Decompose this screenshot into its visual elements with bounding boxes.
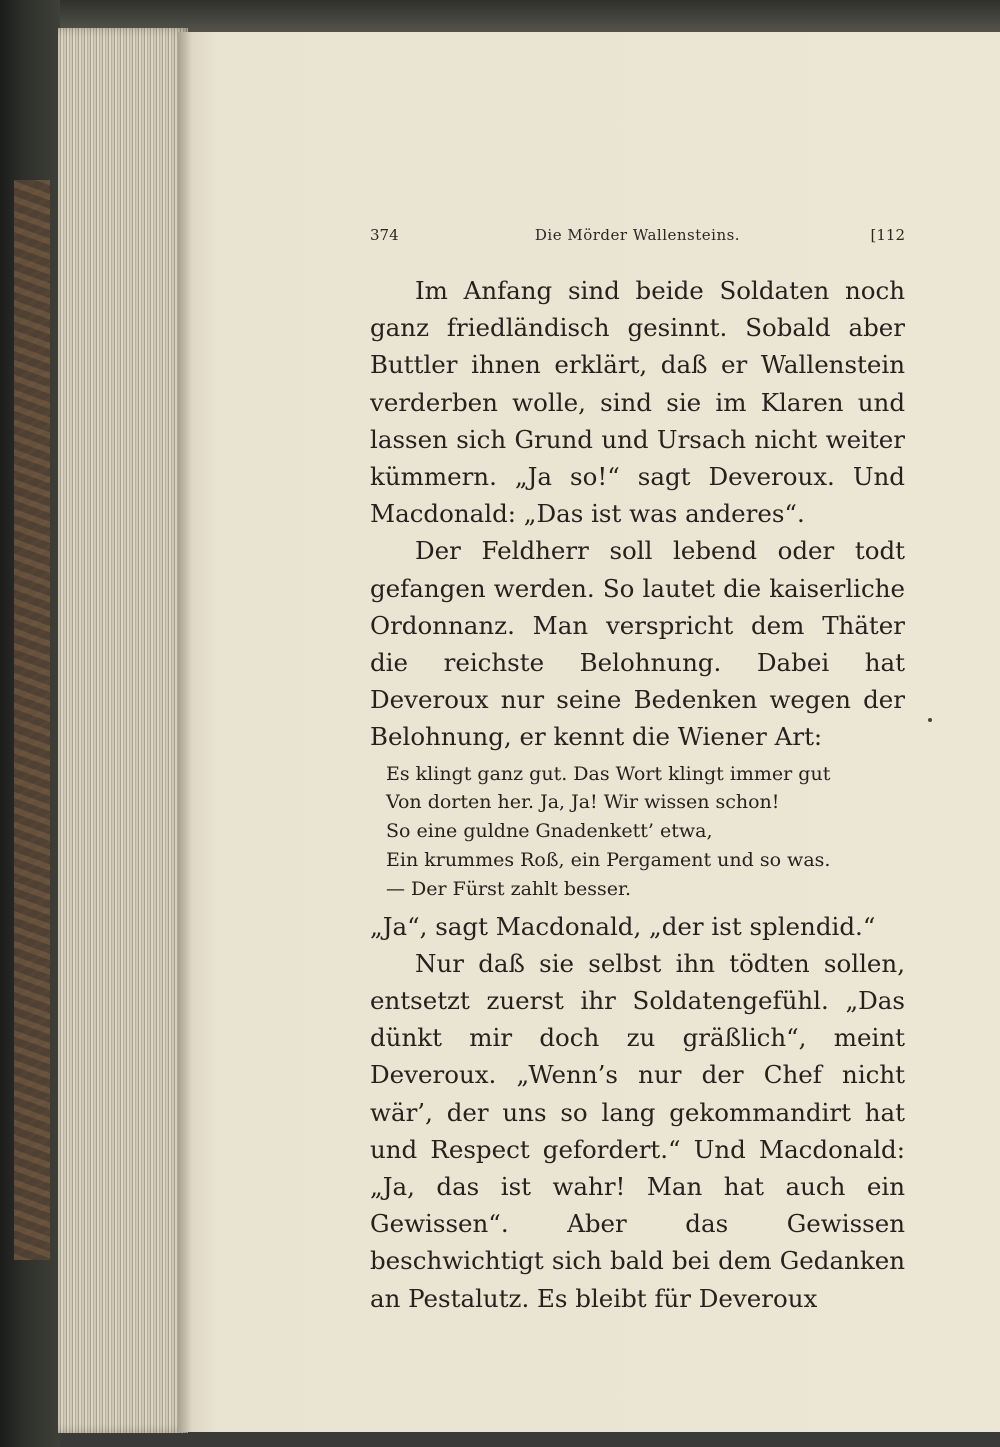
verse-line-5: — Der Fürst zahlt besser. — [386, 877, 632, 900]
verse-quote — [370, 760, 905, 904]
paragraph-3: „Ja“, sagt Macdonald, „der ist splendid.“ — [370, 911, 876, 941]
running-header — [370, 226, 905, 250]
verse-line-1: Es klingt ganz gut. Das Wort klingt immer gut — [386, 762, 831, 785]
paragraph-4: Nur daß sie selbst ihn tödten sollen, entsetzt zuerst ihr Soldatengefühl. „Das dünkt mir doch zu gräßlich“, meint Deveroux. „Wenn’s nur der Chef nicht wär’, der uns so lang gekommandirt hat und Respect gefordert.“ Und Macdonald: „Ja, das ist wahr! Man hat auch ein Gewissen“. Aber das Gewissen beschwichtigt sich bald bei dem Gedanken an Pestalutz. Es bleibt für Deveroux — [370, 948, 905, 1313]
gutter-shadow — [178, 32, 192, 1432]
verse-line-4: Ein krummes Roß, ein Pergament und so was. — [386, 849, 831, 872]
sheet-number: [112 — [870, 226, 905, 244]
paragraph-2: Der Feldherr soll lebend oder todt gefangen werden. So lautet die kaiserliche Ordonnanz. Man verspricht dem Thäter die reichste Belohnung. Dabei hat Deveroux nur seine Bedenken wegen der Belohnung, er kennt die Wiener Art: — [370, 536, 905, 752]
page-number: 374 — [370, 226, 399, 244]
verse-line-3: So eine guldne Gnadenkett’ etwa, — [386, 820, 713, 843]
paragraph-1: Im Anfang sind beide Soldaten noch ganz friedländisch gesinnt. Sobald aber Buttler ihnen erklärt, daß er Wallenstein verderben wolle, sind sie im Klaren und lassen sich Grund und Ursach nicht weiter kümmern. „Ja so!“ sagt Deveroux. Und Macdonald: „Das ist was anderes“. — [370, 276, 905, 529]
margin-mark — [928, 718, 932, 722]
running-title: Die Mörder Wallensteins. — [534, 226, 741, 244]
page-body — [370, 272, 905, 1317]
page-edges — [58, 28, 188, 1433]
verse-line-2: Von dorten her. Ja, Ja! Wir wissen schon! — [386, 791, 780, 814]
marbled-edge — [14, 180, 50, 1260]
